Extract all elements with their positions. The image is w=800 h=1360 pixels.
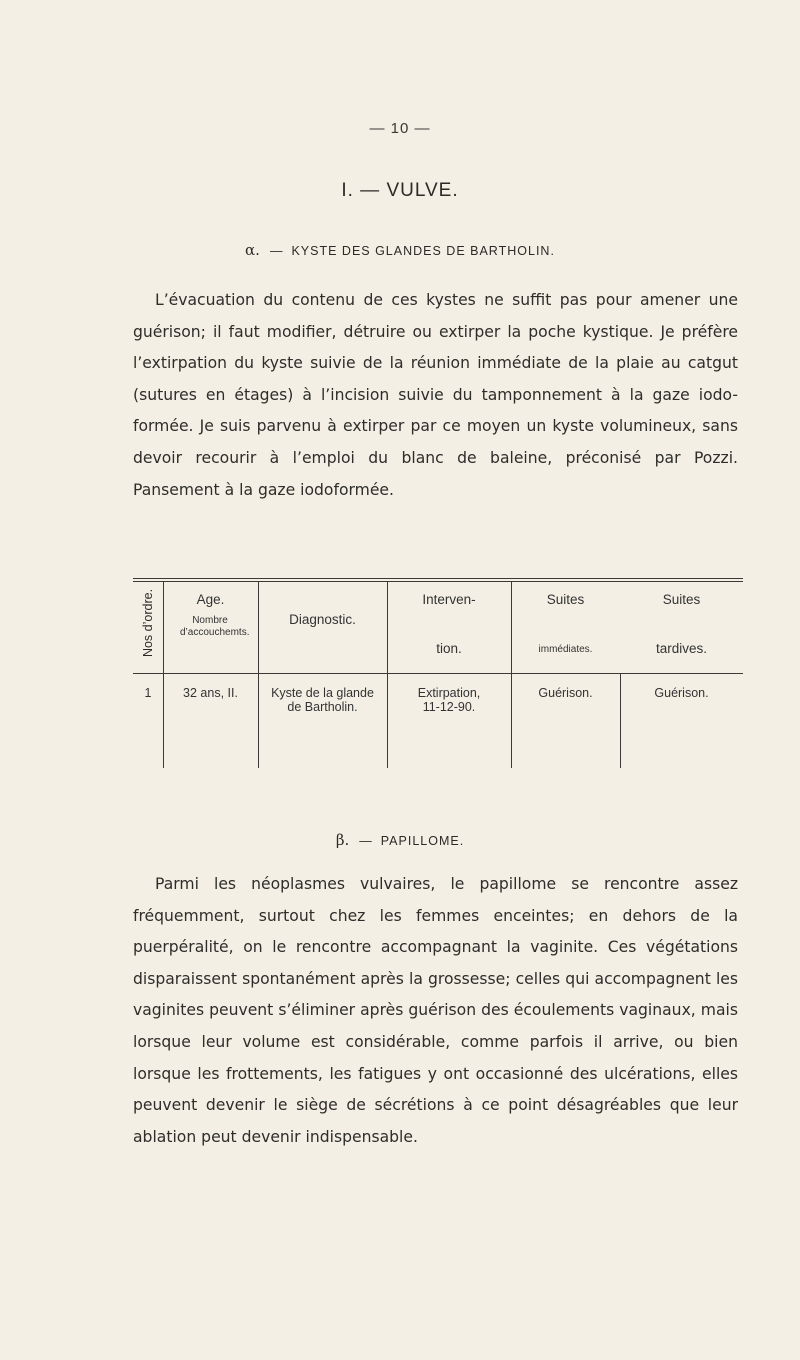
row-intervention-cell [387,686,511,714]
paragraph-1 [133,285,738,506]
row-intervention-2: 11-12-90. [422,700,476,714]
header-diagnostic: Diagnostic. [289,612,356,627]
header-late-1: Suites [662,592,701,607]
subsection-heading-a: α. — KYSTE DES GLANDES DE BARTHOLIN. [245,241,555,259]
row-diagnostic-1: Kyste de la glande [271,686,374,700]
paragraph-1-text: L’évacuation du contenu de ces kystes ne suffit pas pour amener une guérison; il faut modifier, détruire ou extirper la poche kystique. Je préfère l’extirpation du kyste suivie de la réunion immédiate de la plaie au catgut (sutures en étages) à l’incision suivie du tamponnement à la gaze iodo-formée. Je suis parvenu à extirper par ce moyen un kyste volumineux, sans devoir recourir à l’emploi du blanc de baleine, préconisé par Pozzi. Pansement à la gaze iodoformée. [133,291,738,499]
header-intervention-1: Interven- [422,592,476,607]
header-age: Age. [196,592,225,607]
table-top-rule-2 [133,581,743,582]
header-immediate-2: immédiates. [538,644,593,655]
header-intervention-2: tion. [436,641,462,656]
subsection-letter-a: α. [245,241,260,259]
paragraph-2-text: Parmi les néoplasmes vulvaires, le papillome se rencontre assez fréquemment, surtout chez les femmes enceintes; en dehors de la puerpéralité, on le rencontre accompagnant la vaginite. Ces végétations disparaissent spontanément après la grossesse; celles qui accompagnent les vaginites peuvent s’éliminer après guérison des écoulements vaginaux, mais lorsque leur volume est considérable, comme parfois il arrive, ou bien lorsque les frottements, les fatigues y ont occasionné des ulcérations, elles peuvent devenir le siège de sécrétions à ce point désagréables que leur ablation peut devenir indispensable. [133,875,738,1146]
header-age-cell [163,592,258,639]
table-top-rule [133,578,743,579]
col-divider [258,582,259,673]
subsection-letter-b: β. [335,831,350,849]
subsection-heading-b: β. — PAPILLOME. [335,831,465,849]
row-immediate: Guérison. [538,686,593,700]
row-diagnostic-cell [258,686,387,714]
table-header-rule [133,673,743,674]
row-late: Guérison. [654,686,709,700]
header-order: Nos d’ordre. [141,588,155,657]
header-late-2: tardives. [655,641,708,656]
row-age-births: 32 ans, II. [183,686,238,700]
page-number: — 10 — [369,120,431,137]
header-births: Nombre d’accouchemts. [180,615,250,638]
header-immediate-1: Suites [546,592,585,607]
paragraph-2 [133,869,738,1153]
row-intervention-1: Extirpation, [417,686,481,700]
subsection-title-a: KYSTE DES GLANDES DE BARTHOLIN. [291,244,555,258]
section-title: I. — VULVE. [341,180,459,201]
case-table [133,578,743,768]
subsection-title-b: PAPILLOME. [380,834,465,848]
row-order: 1 [144,686,152,700]
row-diagnostic-2: de Bartholin. [287,700,358,714]
